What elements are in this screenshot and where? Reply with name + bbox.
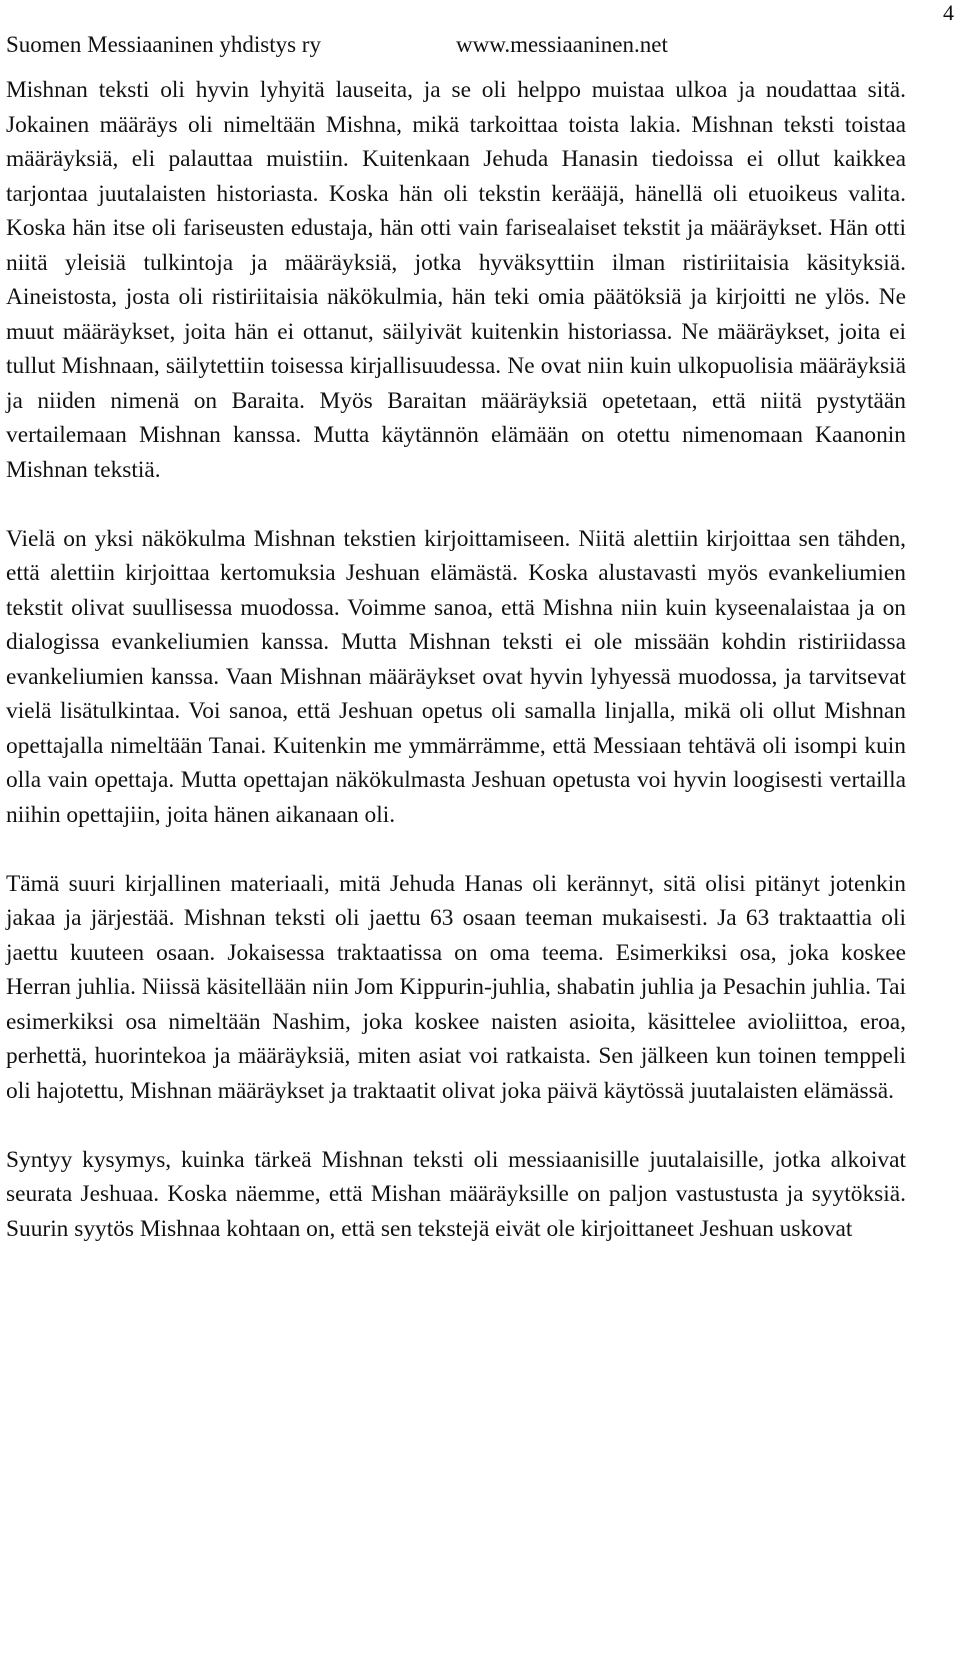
header-website-link[interactable]: www.messiaaninen.net (456, 32, 668, 57)
page-number: 4 (943, 0, 954, 25)
paragraph-mishna-structure: Tämä suuri kirjallinen materiaali, mitä Jehuda Hanas oli kerännyt, sitä olisi pitänyt jotenkin jakaa ja järjestää. Mishnan teksti oli jaettu 63 osaan teeman mukaisesti. Ja 63 traktaattia oli jaettu kuuteen osaan. Jokaisessa traktaatissa on oma teema. Esimerkiksi osa, joka koskee Herran juhlia. Niissä käsitellään niin Jom Kippurin-juhlia, shabatin juhlia ja Pesachin juhlia. Tai esimerkiksi osa nimeltään Nashim, joka koskee naisten asioita, käsittelee avioliittoa, eroa, perhettä, huorintekoa ja määräyksiä, miten asiat voi ratkaista. Sen jälkeen kun toinen temppeli oli hajotettu, Mishnan määräykset ja traktaatit olivat joka päivä käytössä juutalaisten elämässä. (6, 870, 906, 1104)
header-organization: Suomen Messiaaninen yhdistys ry (6, 32, 321, 57)
document-body (6, 73, 906, 1246)
paragraph-mishna-definition: Mishnan teksti oli hyvin lyhyitä lauseita, ja se oli helppo muistaa ulkoa ja noudattaa sitä. Jokainen määräys oli nimeltään Mishna, mikä tarkoittaa toista lakia. Mishnan teksti toistaa määräyksiä, eli palauttaa muistiin. Kuitenkaan Jehuda Hanasin tiedoissa ei ollut kaikkea tarjontaa juutalaisten historiasta. Koska hän oli tekstin kerääjä, hänellä oli etuoikeus valita. Koska hän itse oli fariseusten edustaja, hän otti vain farisealaiset tekstit ja määräykset. Hän otti niitä yleisiä tulkintoja ja määräyksiä, jotka hyväksyttiin ilman ristiriitaisia käsityksiä. Aineistosta, josta oli ristiriitaisia näkökulmia, hän teki omia päätöksiä ja kirjoitti ne ylös. Ne muut määräykset, joita hän ei ottanut, säilyivät kuitenkin historiassa. Ne määräykset, joita ei tullut Mishnaan, säilytettiin toisessa kirjallisuudessa. Ne ovat niin kuin ulkopuolisia määräyksiä ja niiden nimenä on Baraita. Myös Baraitan määräyksiä opetetaan, että niitä pystytään vertailemaan Mishnan kanssa. Mutta käytännön elämään on otettu nimenomaan Kaanonin Mishnan tekstiä. (6, 77, 906, 483)
paragraph-mishna-gospels: Vielä on yksi näkökulma Mishnan tekstien kirjoittamiseen. Niitä alettiin kirjoittaa sen tähden, että alettiin kirjoittaa kertomuksia Jeshuan elämästä. Koska alustavasti myös evankeliumien tekstit olivat suullisessa muodossa. Voimme sanoa, että Mishna niin kuin kyseenalaistaa ja on dialogissa evankeliumien kanssa. Mutta Mishnan teksti ei ole missään kohdin ristiriidassa evankeliumien kanssa. Vaan Mishnan määräykset ovat hyvin lyhyessä muodossa, ja tarvitsevat vielä lisätulkintaa. Voi sanoa, että Jeshuan opetus oli samalla linjalla, mikä oli ollut Mishnan opettajalla nimeltään Tanai. Kuitenkin me ymmärrämme, että Messiaan tehtävä oli isompi kuin olla vain opettaja. Mutta opettajan näkökulmasta Jeshuan opetusta voi hyvin loogisesti vertailla niihin opettajiin, joita hänen aikanaan oli. (6, 525, 906, 828)
paragraph-messianic-question: Syntyy kysymys, kuinka tärkeä Mishnan teksti oli messiaanisille juutalaisille, jotka alkoivat seurata Jeshuaa. Koska näemme, että Mishan määräyksille on paljon vastustusta ja syytöksiä. Suurin syytös Mishnaa kohtaan on, että sen tekstejä eivät ole kirjoittaneet Jeshuan uskovat (6, 1146, 906, 1242)
page-header (6, 30, 886, 62)
